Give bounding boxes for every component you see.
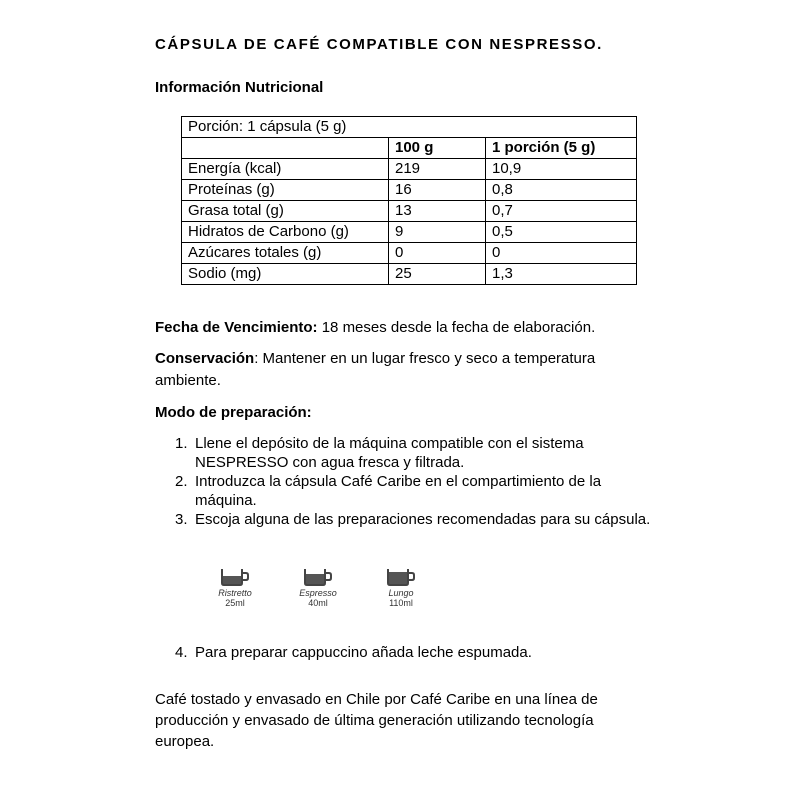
step-number: 4. (175, 644, 188, 661)
table-row (182, 243, 637, 264)
table-row (182, 159, 637, 180)
document-title: CÁPSULA DE CAFÉ COMPATIBLE CON NESPRESSO. (155, 36, 603, 53)
row-per100: 9 (389, 222, 486, 243)
storage-label: Conservación (155, 350, 255, 367)
row-per-portion: 0,8 (486, 180, 637, 201)
portion-cell: Porción: 1 cápsula (5 g) (182, 117, 637, 138)
header-empty-cell (182, 138, 389, 159)
table-row (182, 117, 637, 138)
espresso-cup-icon (301, 566, 335, 586)
prep-steps-list (175, 434, 655, 529)
espresso-cup (293, 566, 343, 608)
table-row (182, 180, 637, 201)
row-per100: 219 (389, 159, 486, 180)
list-item (175, 510, 655, 529)
row-per-portion: 0,5 (486, 222, 637, 243)
step-text: Escoja alguna de las preparaciones recomendadas para su cápsula. (195, 511, 651, 528)
expiry-paragraph (155, 317, 655, 339)
list-item (175, 643, 655, 662)
row-per100: 0 (389, 243, 486, 264)
row-label: Sodio (mg) (182, 264, 389, 285)
table-header-row (182, 138, 637, 159)
step-text: Para preparar cappuccino añada leche espumada. (195, 644, 532, 661)
lungo-cup (376, 566, 426, 608)
cup-name: Lungo (388, 588, 414, 598)
prep-heading: Modo de preparación: (155, 404, 312, 421)
header-portion: 1 porción (5 g) (486, 138, 637, 159)
list-item (175, 434, 655, 472)
cup-sizes-illustration (210, 566, 430, 616)
table-row (182, 201, 637, 222)
row-label: Proteínas (g) (182, 180, 389, 201)
row-per100: 25 (389, 264, 486, 285)
lungo-cup-icon (384, 566, 418, 586)
step-number: 2. (175, 473, 188, 490)
cup-name: Espresso (299, 588, 337, 598)
cup-name: Ristretto (218, 588, 252, 598)
row-label: Hidratos de Carbono (g) (182, 222, 389, 243)
nutrition-heading: Información Nutricional (155, 79, 324, 96)
row-per-portion: 0 (486, 243, 637, 264)
row-label: Grasa total (g) (182, 201, 389, 222)
row-per-portion: 0,7 (486, 201, 637, 222)
row-per-portion: 10,9 (486, 159, 637, 180)
row-per100: 16 (389, 180, 486, 201)
row-label: Energía (kcal) (182, 159, 389, 180)
cup-volume: 110ml (389, 598, 413, 608)
footer-paragraph: Café tostado y envasado en Chile por Café Caribe en una línea de producción y envasado de última generación utilizando tecnología europea. (155, 691, 598, 750)
storage-paragraph (155, 348, 655, 392)
nutrition-table (181, 116, 637, 285)
step-number: 3. (175, 511, 188, 528)
list-item (175, 472, 655, 510)
cup-volume: 25ml (225, 598, 245, 608)
row-per100: 13 (389, 201, 486, 222)
prep-steps-list-continued (175, 643, 655, 662)
step-text: Llene el depósito de la máquina compatible con el sistema NESPRESSO con agua fresca y filtrada. (195, 435, 584, 471)
table-row (182, 264, 637, 285)
step-number: 1. (175, 435, 188, 452)
table-row (182, 222, 637, 243)
header-100g: 100 g (389, 138, 486, 159)
expiry-label: Fecha de Vencimiento: (155, 319, 318, 336)
storage-text: : Mantener en un lugar fresco y seco a temperatura ambiente. (155, 350, 596, 389)
row-label: Azúcares totales (g) (182, 243, 389, 264)
row-per-portion: 1,3 (486, 264, 637, 285)
step-text: Introduzca la cápsula Café Caribe en el compartimiento de la máquina. (195, 473, 602, 509)
expiry-text: 18 meses desde la fecha de elaboración. (317, 319, 596, 336)
cup-volume: 40ml (308, 598, 328, 608)
ristretto-cup (210, 566, 260, 608)
ristretto-cup-icon (218, 566, 252, 586)
